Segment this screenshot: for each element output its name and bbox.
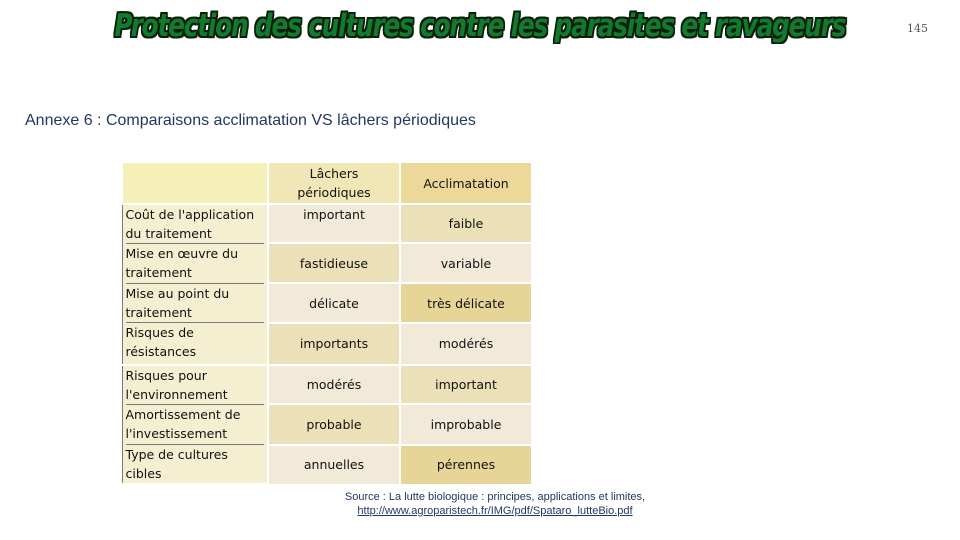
header-lachers-periodiques: Lâchers périodiques [268,162,400,204]
cell-lachers: importants [268,323,400,365]
annex-title: Annexe 6 : Comparaisons acclimatation VS lâchers périodiques [25,112,476,129]
table-header-row [122,162,531,204]
source-text: Source : La lutte biologique : principes, applications et limites, [344,491,646,503]
row-label: Risques de résistances [125,325,197,359]
cell-acclimatation: modérés [400,323,531,365]
cell-acclimatation: pérennes [400,445,531,484]
page-number: 145 [907,22,928,35]
cell-lachers: fastidieuse [268,243,400,283]
cell-acclimatation: variable [400,243,531,283]
row-label: Type de cultures cibles [125,447,228,481]
header-acclimatation: Acclimatation [400,162,531,204]
title-banner [0,8,960,44]
comparison-table [121,161,531,485]
cell-lachers: modérés [268,365,400,404]
row-label: Mise au point du traitement [126,284,265,323]
cell-lachers: annuelles [268,445,400,484]
page-title: Protection des cultures contre les parasites et ravageurs [114,8,846,44]
cell-lachers: important [268,204,400,243]
cell-lachers: délicate [268,283,400,322]
row-labels-group-2 [122,365,268,484]
cell-acclimatation: très délicate [400,283,531,322]
cell-acclimatation: improbable [400,404,531,444]
cell-lachers: probable [268,404,400,444]
row-labels-group-1 [122,204,268,365]
row-label: Risques pour l'environnement [126,366,265,405]
cell-acclimatation: important [400,365,531,404]
row-label: Amortissement de l'investissement [126,405,265,445]
table-row [122,365,531,404]
row-label: Coût de l'application du traitement [126,205,265,244]
source-citation [0,490,960,518]
source-link[interactable]: http://www.agroparistech.fr/IMG/pdf/Spataro_lutteBio.pdf [357,505,633,517]
header-corner-cell [122,162,268,204]
cell-acclimatation: faible [400,204,531,243]
row-label: Mise en œuvre du traitement [126,244,265,284]
table-row [122,204,531,243]
